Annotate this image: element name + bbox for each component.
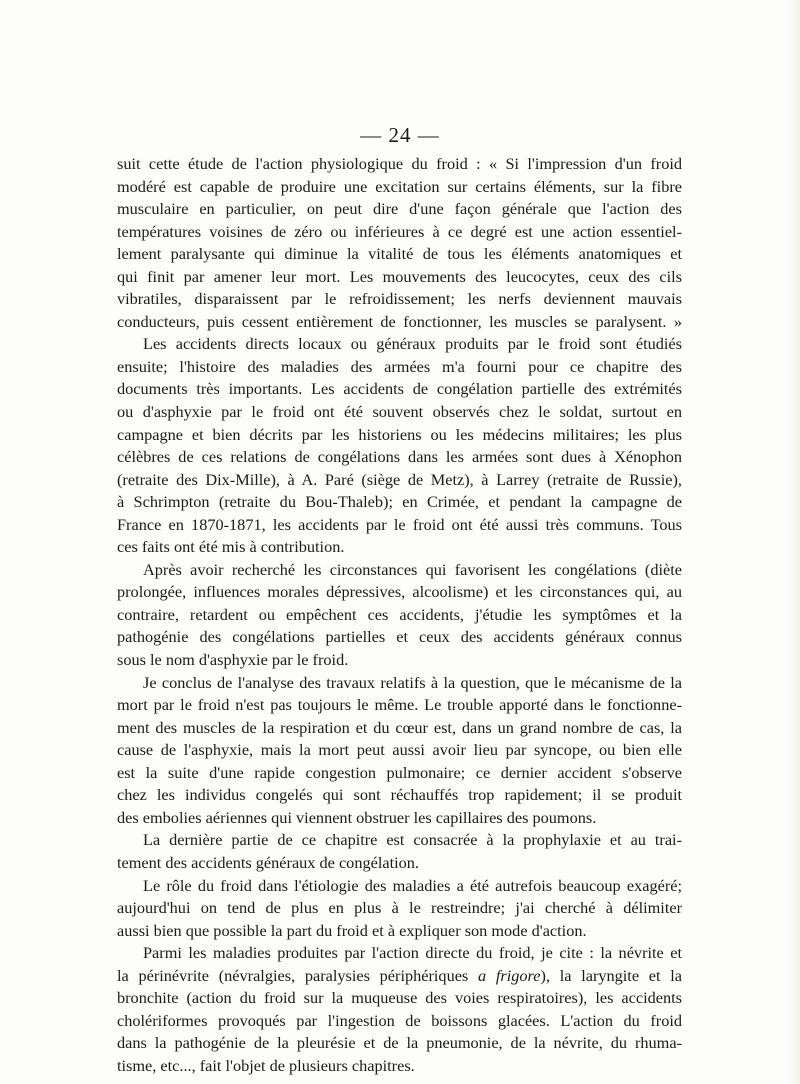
text-line: musculaire en particulier, on peut dire d'une façon générale que l'action des <box>117 199 682 219</box>
text-line: ensuite; l'histoire des maladies des armées m'a fourni pour ce chapitre des <box>117 356 682 376</box>
text-line: cholériformes provoqués par l'ingestion de boissons glacées. L'action du froid <box>117 1010 682 1030</box>
text-line: bronchite (action du froid sur la muqueuse des voies respiratoires), les accidents <box>117 988 682 1008</box>
text-line: célèbres de ces relations de congélations dans les armées sont dues à Xénophon <box>117 447 682 467</box>
text-line: France en 1870-1871, les accidents par le froid ont été aussi très communs. Tous <box>117 514 682 534</box>
text-line: conducteurs, puis cessent entièrement de fonctionner, les muscles se paralysent. » <box>117 311 682 331</box>
italic-term: a frigore <box>478 965 541 985</box>
text-line: mort par le froid n'est pas toujours le même. Le trouble apporté dans le fonctionne- <box>117 695 682 715</box>
page-edge <box>786 0 800 1084</box>
text-line: qui finit par amener leur mort. Les mouvements des leucocytes, ceux des cils <box>117 266 682 286</box>
text-line: Les accidents directs locaux ou généraux produits par le froid sont étudiés <box>143 334 682 354</box>
body-text <box>117 153 682 1077</box>
text-line: Après avoir recherché les circonstances qui favorisent les congélations (diète <box>143 559 682 579</box>
text-line: à Schrimpton (retraite du Bou-Thaleb); en Crimée, et pendant la campagne de <box>117 492 682 512</box>
text-line: campagne et bien décrits par les historiens ou les médecins militaires; les plus <box>117 424 682 444</box>
text-line: sous le nom d'asphyxie par le froid. <box>117 650 349 670</box>
text-line: tement des accidents généraux de congélation. <box>117 852 419 872</box>
text-line: modéré est capable de produire une excitation sur certains éléments, sur la fibre <box>117 176 682 196</box>
text-line: suit cette étude de l'action physiologique du froid : « Si l'impression d'un froid <box>117 154 682 173</box>
text-line: La dernière partie de ce chapitre est consacrée à la prophylaxie et au trai- <box>143 830 682 850</box>
text-line: tisme, etc..., fait l'objet de plusieurs chapitres. <box>117 1055 415 1075</box>
text-line: est la suite d'une rapide congestion pulmonaire; ce dernier accident s'observe <box>117 762 682 782</box>
text-line: des embolies aériennes qui viennent obstruer les capillaires des poumons. <box>117 807 597 827</box>
text-line: ou d'asphyxie par le froid ont été souvent observés chez le soldat, surtout en <box>117 402 682 422</box>
text-line: Le rôle du froid dans l'étiologie des maladies a été autrefois beaucoup exagéré; <box>143 875 682 895</box>
text-line: cause de l'asphyxie, mais la mort peut aussi avoir lieu par syncope, ou bien elle <box>117 740 682 760</box>
text-line: pathogénie des congélations partielles et ceux des accidents généraux connus <box>117 627 682 647</box>
text-line: lement paralysante qui diminue la vitalité de tous les éléments anatomiques et <box>117 244 682 264</box>
text-line: contraire, retardent ou empêchent ces accidents, j'étudie les symptômes et la <box>117 604 682 624</box>
text-line: Je conclus de l'analyse des travaux relatifs à la question, que le mécanisme de la <box>143 672 682 692</box>
text-line: (retraite des Dix-Mille), à A. Paré (siège de Metz), à Larrey (retraite de Russie), <box>117 469 682 489</box>
text-line: vibratiles, disparaissent par le refroidissement; les nerfs deviennent mauvais <box>117 289 682 309</box>
text-line: la périnévrite (névralgies, paralysies périphériques a frigore), la laryngite et la <box>117 965 682 985</box>
text-line: ment des muscles de la respiration et du cœur est, dans un grand nombre de cas, la <box>117 717 682 737</box>
page-number: — 24 — <box>360 123 440 147</box>
text-line: chez les individus congelés qui sont réchauffés trop rapidement; il se produit <box>117 785 682 805</box>
text-line: ces faits ont été mis à contribution. <box>117 537 345 557</box>
text-line: aujourd'hui on tend de plus en plus à le restreindre; j'ai cherché à délimiter <box>117 898 682 918</box>
text-line: Parmi les maladies produites par l'action directe du froid, je cite : la névrite et <box>143 943 682 963</box>
text-line: documents très importants. Les accidents de congélation partielle des extrémités <box>117 379 682 399</box>
text-line: prolongée, influences morales dépressives, alcoolisme) et les circonstances qui, au <box>117 582 682 602</box>
text-line: températures voisines de zéro ou inférieures à ce degré est une action essentiel- <box>117 221 682 241</box>
text-line: dans la pathogénie de la pleurésie et de la pneumonie, de la névrite, du rhuma- <box>117 1033 682 1053</box>
text-line: aussi bien que possible la part du froid et à expliquer son mode d'action. <box>117 920 587 940</box>
